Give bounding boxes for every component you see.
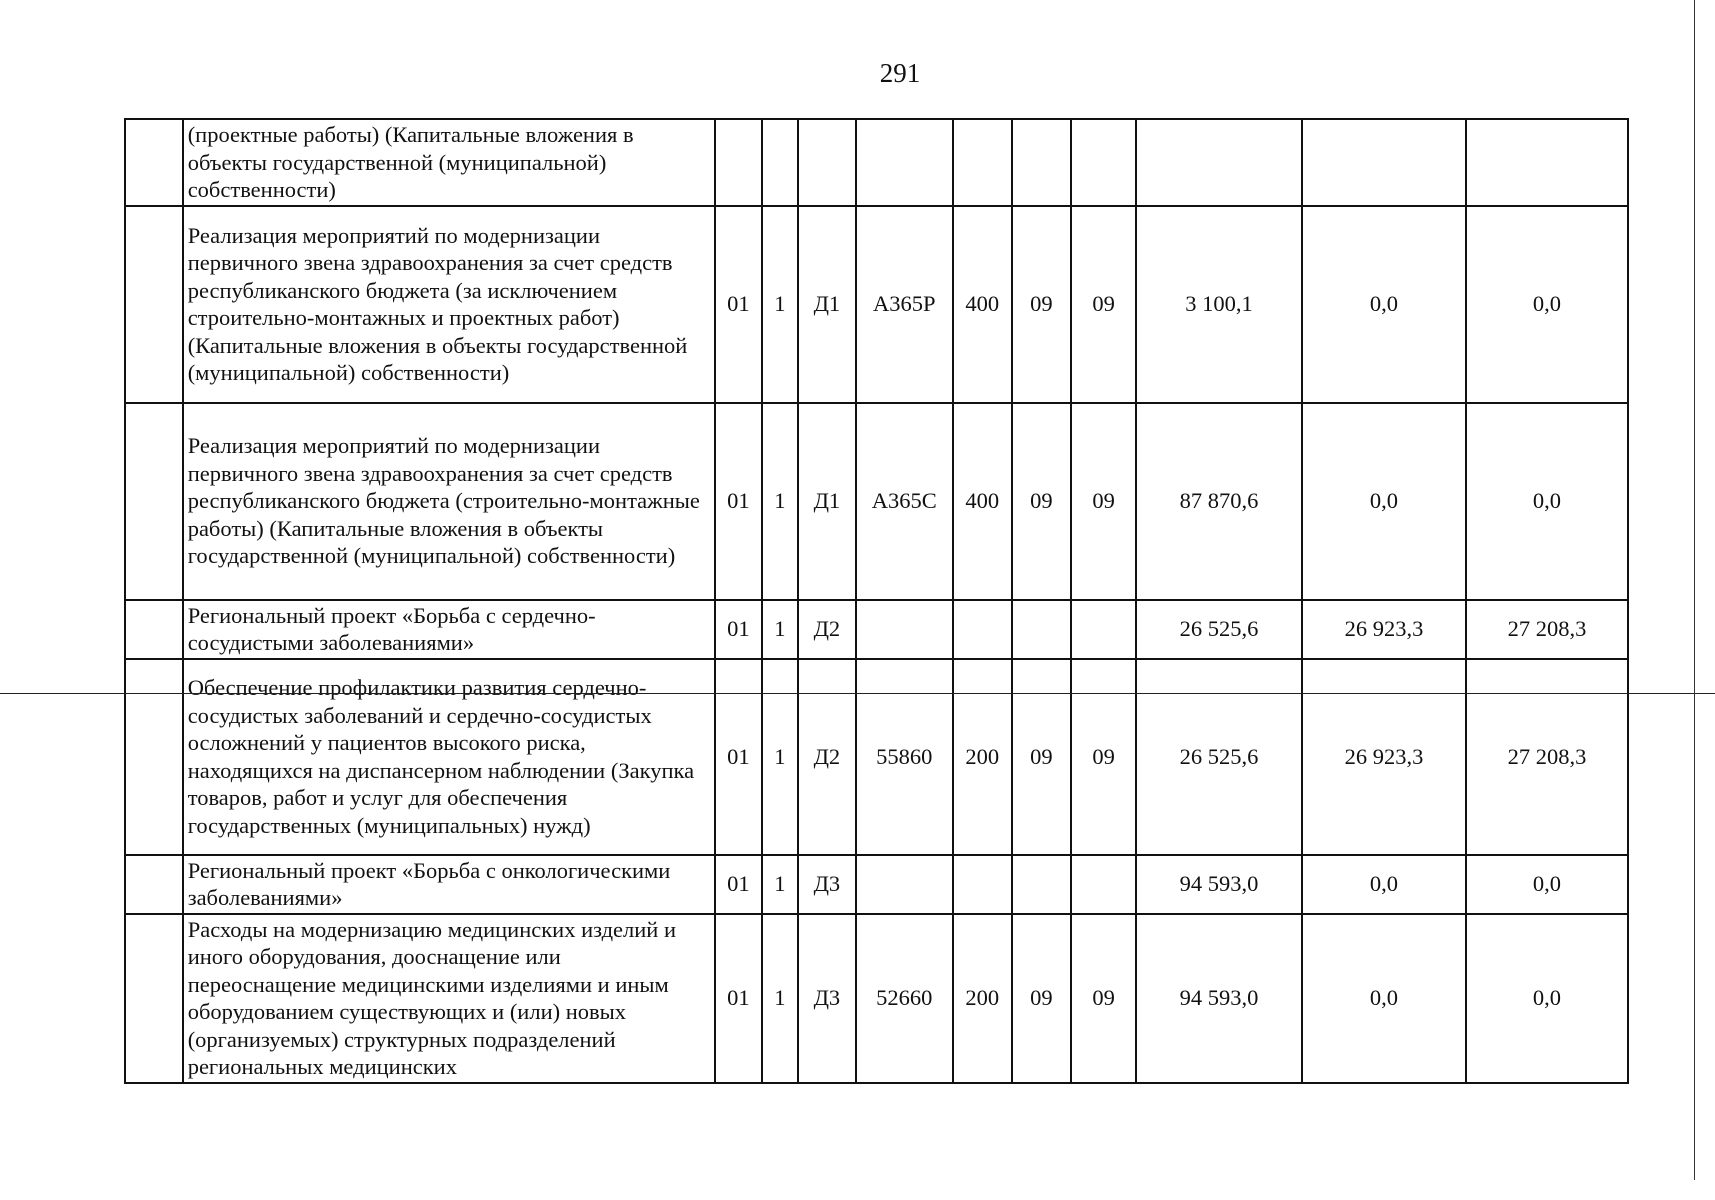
amount-cell: 27 208,3 [1466, 600, 1628, 659]
row-name-cell: Расходы на модернизацию медицинских изделий и иного оборудования, дооснащение или переоснащение медицинскими изделиями и иным оборудованием существующих и (или) новых (организуемых) структурных подразделений региональных медицинских [183, 914, 715, 1083]
amount-cell: 0,0 [1302, 206, 1466, 403]
code-cell: 1 [762, 855, 798, 914]
code-cell [1071, 600, 1136, 659]
row-index-cell [125, 206, 183, 403]
code-cell [1071, 119, 1136, 206]
code-cell [856, 855, 953, 914]
row-name-cell: Региональный проект «Борьба с сердечно-сосудистыми заболеваниями» [183, 600, 715, 659]
table-row [125, 914, 1628, 1083]
code-cell: 1 [762, 600, 798, 659]
amount-cell [1466, 119, 1628, 206]
row-name-cell: Обеспечение профилактики развития сердечно-сосудистых заболеваний и сердечно-сосудистых осложнений у пациентов высокого риска, находящихся на диспансерном наблюдении (Закупка товаров, работ и услуг для обеспечения государственных (муниципальных) нужд) [183, 659, 715, 855]
code-cell: 1 [762, 914, 798, 1083]
code-cell: Д3 [798, 855, 856, 914]
code-cell: А365Р [856, 206, 953, 403]
code-cell [798, 119, 856, 206]
scan-edge-line [1694, 0, 1695, 1180]
code-cell: 01 [715, 403, 762, 600]
amount-cell: 26 525,6 [1136, 659, 1302, 855]
scan-artifact-line [0, 693, 1715, 694]
page-number: 291 [879, 58, 921, 88]
code-cell: Д1 [798, 206, 856, 403]
row-index-cell [125, 119, 183, 206]
code-cell: 1 [762, 403, 798, 600]
amount-cell [1136, 119, 1302, 206]
row-name-cell: Региональный проект «Борьба с онкологическими заболеваниями» [183, 855, 715, 914]
code-cell [856, 119, 953, 206]
amount-cell: 0,0 [1302, 855, 1466, 914]
amount-cell: 0,0 [1466, 914, 1628, 1083]
amount-cell: 0,0 [1302, 403, 1466, 600]
amount-cell [1302, 119, 1466, 206]
code-cell: 01 [715, 855, 762, 914]
code-cell [715, 119, 762, 206]
row-index-cell [125, 403, 183, 600]
table-row [125, 659, 1628, 855]
row-name-cell: Реализация мероприятий по модернизации первичного звена здравоохранения за счет средств республиканского бюджета (строительно-монтажные работы) (Капитальные вложения в объекты государственной (муниципальной) собственности) [183, 403, 715, 600]
amount-cell: 0,0 [1466, 403, 1628, 600]
amount-cell: 94 593,0 [1136, 914, 1302, 1083]
code-cell: 01 [715, 659, 762, 855]
code-cell: Д3 [798, 914, 856, 1083]
code-cell: 400 [953, 403, 1012, 600]
code-cell [1071, 855, 1136, 914]
row-index-cell [125, 600, 183, 659]
code-cell [856, 600, 953, 659]
code-cell: 09 [1012, 659, 1072, 855]
amount-cell: 26 923,3 [1302, 659, 1466, 855]
row-index-cell [125, 914, 183, 1083]
table-row [125, 600, 1628, 659]
code-cell: Д2 [798, 659, 856, 855]
code-cell: 01 [715, 206, 762, 403]
code-cell: 200 [953, 659, 1012, 855]
code-cell: А365С [856, 403, 953, 600]
table-row [125, 403, 1628, 600]
row-name-cell: (проектные работы) (Капитальные вложения в объекты государственной (муниципальной) собственности) [183, 119, 715, 206]
budget-table [124, 118, 1629, 1084]
amount-cell: 0,0 [1466, 206, 1628, 403]
code-cell: 09 [1012, 403, 1072, 600]
code-cell: 1 [762, 206, 798, 403]
code-cell: 09 [1071, 659, 1136, 855]
amount-cell: 27 208,3 [1466, 659, 1628, 855]
code-cell [762, 119, 798, 206]
table-row [125, 119, 1628, 206]
row-index-cell [125, 855, 183, 914]
code-cell: 09 [1071, 206, 1136, 403]
code-cell: 09 [1012, 206, 1072, 403]
code-cell: 52660 [856, 914, 953, 1083]
amount-cell: 3 100,1 [1136, 206, 1302, 403]
code-cell: 55860 [856, 659, 953, 855]
amount-cell: 94 593,0 [1136, 855, 1302, 914]
code-cell: 09 [1071, 403, 1136, 600]
code-cell: 01 [715, 914, 762, 1083]
code-cell [1012, 600, 1072, 659]
code-cell [953, 119, 1012, 206]
code-cell [1012, 855, 1072, 914]
code-cell: 09 [1012, 914, 1072, 1083]
code-cell [953, 600, 1012, 659]
amount-cell: 87 870,6 [1136, 403, 1302, 600]
code-cell: 200 [953, 914, 1012, 1083]
code-cell [1012, 119, 1072, 206]
row-name-cell: Реализация мероприятий по модернизации первичного звена здравоохранения за счет средств республиканского бюджета (за исключением строительно-монтажных и проектных работ) (Капитальные вложения в объекты государственной (муниципальной) собственности) [183, 206, 715, 403]
code-cell: 400 [953, 206, 1012, 403]
code-cell: 1 [762, 659, 798, 855]
code-cell: 09 [1071, 914, 1136, 1083]
amount-cell: 26 923,3 [1302, 600, 1466, 659]
amount-cell: 0,0 [1302, 914, 1466, 1083]
amount-cell: 26 525,6 [1136, 600, 1302, 659]
row-index-cell [125, 659, 183, 855]
table-row [125, 855, 1628, 914]
code-cell: 01 [715, 600, 762, 659]
code-cell [953, 855, 1012, 914]
amount-cell: 0,0 [1466, 855, 1628, 914]
table-row [125, 206, 1628, 403]
code-cell: Д2 [798, 600, 856, 659]
code-cell: Д1 [798, 403, 856, 600]
